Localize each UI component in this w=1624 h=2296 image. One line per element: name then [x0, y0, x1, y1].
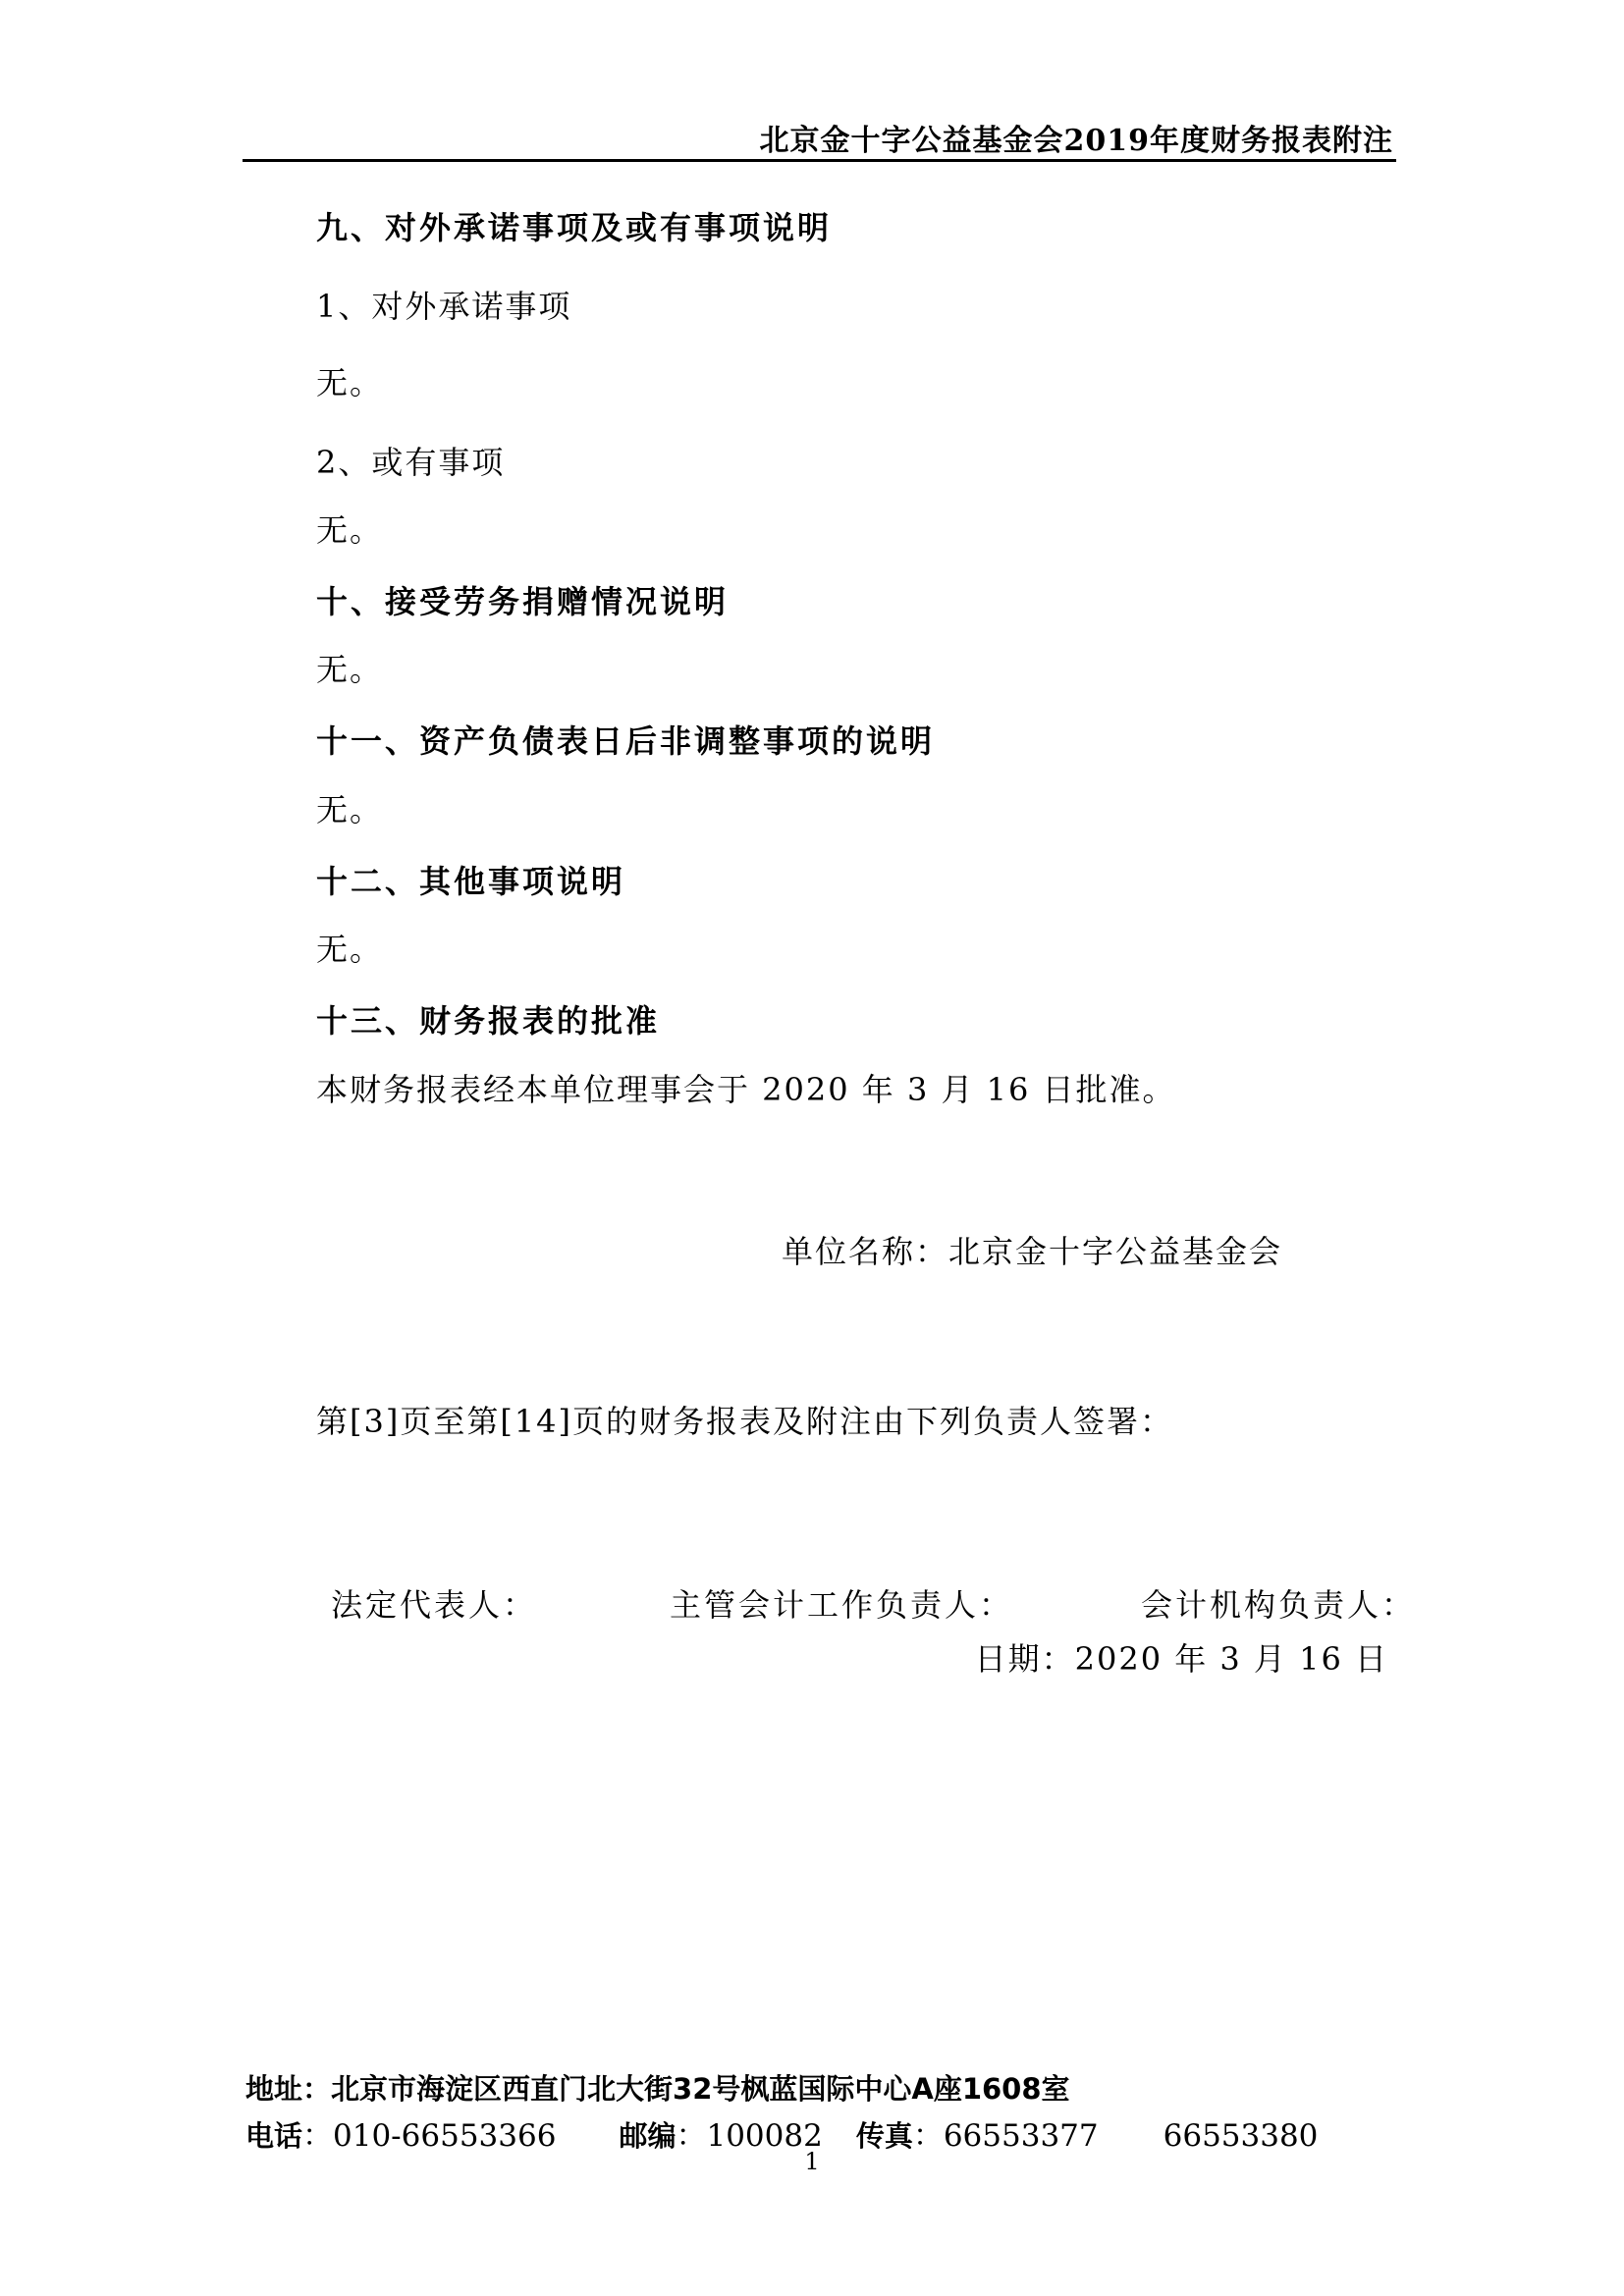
- page-header-title: 北京金十字公益基金会2019年度财务报表附注: [759, 124, 1393, 158]
- footer-address: [245, 2067, 1070, 2108]
- section-9-sub2-title: 2、或有事项: [316, 444, 506, 481]
- section-9-sub1-body: 无。: [316, 364, 384, 401]
- postcode-label: 邮编: [619, 2119, 677, 2153]
- accounting-head-label: 主管会计工作负责人：: [670, 1586, 1014, 1624]
- address-label: 地址: [245, 2072, 303, 2106]
- fax-label: 传真: [855, 2119, 913, 2153]
- unit-name: 单位名称：北京金十字公益基金会: [782, 1233, 1283, 1270]
- section-10-body: 无。: [316, 651, 384, 688]
- section-11-heading: 十一、资产负债表日后非调整事项的说明: [316, 722, 936, 760]
- section-13-heading: 十三、财务报表的批准: [316, 1002, 661, 1040]
- section-11-body: 无。: [316, 791, 384, 828]
- accounting-org-head-label: 会计机构负责人：: [1141, 1586, 1417, 1624]
- section-9-heading: 九、对外承诺事项及或有事项说明: [316, 209, 833, 246]
- section-9-sub1-title: 1、对外承诺事项: [316, 288, 572, 325]
- legal-representative-label: 法定代表人：: [331, 1586, 538, 1624]
- fax-value: ：66553377: [912, 2118, 1099, 2154]
- phone-label: 电话: [245, 2119, 303, 2153]
- section-12-heading: 十二、其他事项说明: [316, 863, 626, 900]
- signoff-intro: 第[3]页至第[14]页的财务报表及附注由下列负责人签署：: [316, 1403, 1174, 1440]
- header-divider: [243, 159, 1396, 162]
- fax-value-2: 66553380: [1163, 2118, 1319, 2154]
- postcode-value: ：100082: [676, 2118, 823, 2154]
- page-number: 1: [804, 2148, 820, 2175]
- phone-value: ：010-66553366: [302, 2118, 557, 2154]
- section-9-sub2-body: 无。: [316, 511, 384, 549]
- section-10-heading: 十、接受劳务捐赠情况说明: [316, 583, 730, 620]
- sign-date: 日期：2020 年 3 月 16 日: [974, 1640, 1388, 1678]
- section-12-body: 无。: [316, 931, 384, 968]
- address-value: ：北京市海淀区西直门北大街32号枫蓝国际中心A座1608室: [302, 2072, 1070, 2106]
- section-13-body: 本财务报表经本单位理事会于 2020 年 3 月 16 日批准。: [316, 1071, 1176, 1108]
